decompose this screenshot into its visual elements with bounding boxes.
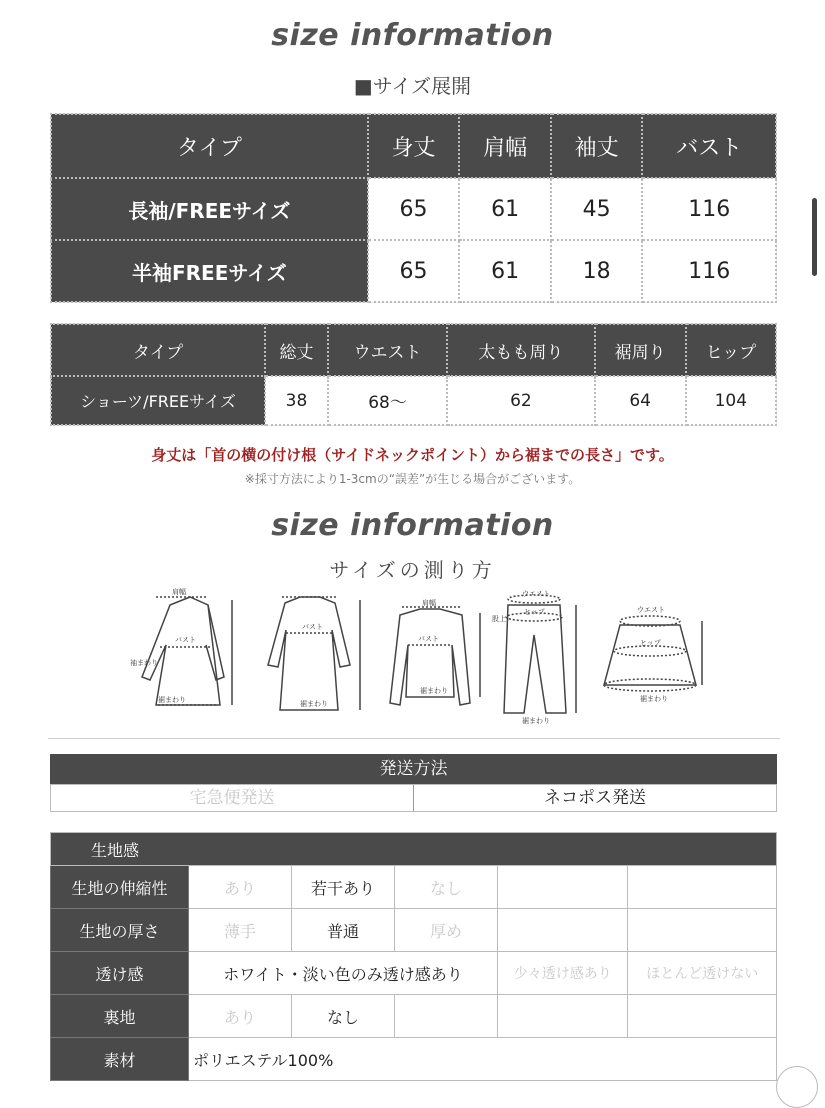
hem-label: 裾まわり [158, 696, 186, 704]
hip-label: ヒップ [640, 639, 661, 647]
option-cell: 少々透け感あり [498, 952, 628, 995]
table-header: 総丈 [265, 324, 328, 376]
row-label: 生地の伸縮性 [51, 866, 189, 909]
hem-label: 裾まわり [300, 700, 328, 708]
top-diagram [390, 598, 480, 705]
section-divider [48, 738, 780, 739]
bust-label: バスト [418, 635, 439, 643]
size-table-tops [50, 113, 777, 303]
empty-cell [498, 909, 628, 952]
table-header: 裾周り [595, 324, 686, 376]
coat-diagram [130, 587, 232, 705]
table-header: 身丈 [368, 114, 460, 178]
table-cell: 62 [447, 376, 594, 425]
row-label: 半袖FREEサイズ [51, 240, 368, 302]
corner-circle-icon [776, 1066, 818, 1108]
hip-label: ヒップ [524, 608, 545, 616]
empty-cell [395, 995, 498, 1038]
size-info-title: size information [271, 18, 554, 53]
option-cell: 厚め [395, 909, 498, 952]
table-cell: 65 [368, 240, 460, 302]
measurement-diagrams [120, 585, 710, 725]
shoulder-label: 肩幅 [422, 599, 436, 607]
size-table-shorts [50, 323, 777, 426]
waist-label: ウエスト [637, 606, 665, 614]
pants-diagram [492, 590, 576, 725]
option-cell-selected: 若干あり [292, 866, 395, 909]
table-cell: 64 [595, 376, 686, 425]
length-note: 身丈は「首の横の付け根（サイドネックポイント）から裾までの長さ」です。 [151, 446, 674, 464]
table-header: タイプ [51, 324, 265, 376]
empty-cell [628, 909, 777, 952]
material-value: ポリエステル100% [189, 1038, 777, 1081]
waist-label: ウエスト [522, 590, 550, 598]
row-label: 透け感 [51, 952, 189, 995]
table-cell: 61 [459, 240, 551, 302]
cuff-label: 袖まわり [130, 659, 158, 667]
table-header: バスト [642, 114, 776, 178]
table-header: 袖丈 [551, 114, 643, 178]
option-cell-selected: ホワイト・淡い色のみ透け感あり [189, 952, 498, 995]
row-label: 生地の厚さ [51, 909, 189, 952]
shoulder-label: 肩幅 [172, 588, 186, 596]
table-cell: 18 [551, 240, 643, 302]
option-cell-selected: なし [292, 995, 395, 1038]
table-header: 太もも周り [447, 324, 594, 376]
table-header: ヒップ [686, 324, 776, 376]
table-cell: 61 [459, 178, 551, 240]
option-cell: ほとんど透けない [628, 952, 777, 995]
bust-label: バスト [175, 636, 196, 644]
bust-label: バスト [302, 623, 323, 631]
empty-cell [498, 866, 628, 909]
fabric-table [50, 832, 777, 1081]
table-cell: 116 [642, 178, 776, 240]
shipping-header: 発送方法 [50, 754, 777, 784]
size-chart-subtitle: ■サイズ展開 [353, 74, 472, 98]
error-note: ※採寸方法により1-3cmの“誤差”が生じる場合がございます。 [244, 472, 581, 486]
empty-cell [628, 995, 777, 1038]
table-cell: 116 [642, 240, 776, 302]
size-info-title-2: size information [271, 508, 554, 543]
empty-cell [628, 866, 777, 909]
option-cell: あり [189, 995, 292, 1038]
option-cell-selected: 普通 [292, 909, 395, 952]
table-cell: 68〜 [328, 376, 447, 425]
option-cell: あり [189, 866, 292, 909]
table-cell: 65 [368, 178, 460, 240]
hem-label: 裾まわり [522, 717, 550, 725]
table-header: ウエスト [328, 324, 447, 376]
measure-subtitle: サイズの測り方 [329, 558, 496, 582]
scrollbar[interactable] [812, 198, 817, 276]
skirt-diagram [604, 606, 702, 703]
row-label: 長袖/FREEサイズ [51, 178, 368, 240]
hem-label: 裾まわり [640, 695, 668, 703]
table-header: タイプ [51, 114, 368, 178]
shipping-table [50, 754, 777, 812]
table-cell: 38 [265, 376, 328, 425]
table-header: 肩幅 [459, 114, 551, 178]
table-cell: 45 [551, 178, 643, 240]
shipping-option-takkyubin: 宅急便発送 [189, 788, 275, 808]
option-cell: 薄手 [189, 909, 292, 952]
dress-diagram [268, 597, 360, 710]
shipping-option-nekopos: ネコポス発送 [413, 785, 776, 811]
empty-cell [498, 995, 628, 1038]
fabric-header: 生地感 [51, 833, 777, 866]
hem-label: 裾まわり [420, 687, 448, 695]
option-cell: なし [395, 866, 498, 909]
row-label: 素材 [51, 1038, 189, 1081]
row-label: ショーツ/FREEサイズ [51, 376, 265, 425]
row-label: 裏地 [51, 995, 189, 1038]
table-cell: 104 [686, 376, 776, 425]
rise-label: 股上 [492, 615, 506, 623]
